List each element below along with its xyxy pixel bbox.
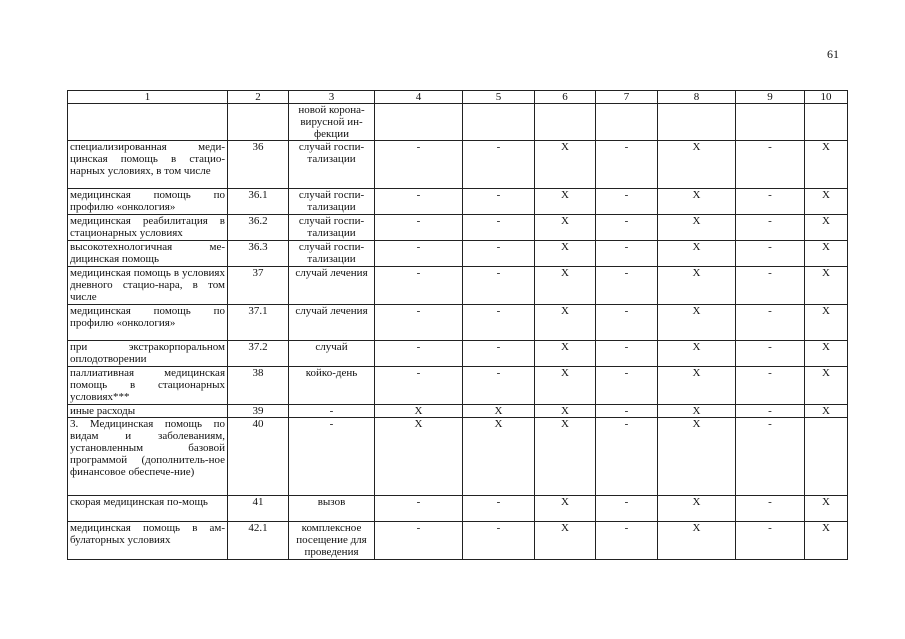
col6-cell: X <box>535 367 596 405</box>
col9-cell: - <box>736 305 805 341</box>
row-code-cell: 37 <box>228 267 289 305</box>
col6-cell: X <box>535 405 596 418</box>
col4-cell: X <box>375 405 463 418</box>
col10-cell: X <box>805 341 848 367</box>
page-number: 61 <box>827 47 839 61</box>
col6-cell <box>535 104 596 141</box>
col6-cell: X <box>535 341 596 367</box>
col4-cell: X <box>375 418 463 496</box>
col8-cell: X <box>658 241 736 267</box>
row-unit-cell: случай госпи-тализации <box>289 241 375 267</box>
row-code-cell: 41 <box>228 496 289 522</box>
col9-cell: - <box>736 367 805 405</box>
col8-cell: X <box>658 305 736 341</box>
row-unit-cell: случай лечения <box>289 267 375 305</box>
row-name-cell: медицинская помощь в условиях дневного стацио-нара, в том числе <box>68 267 228 305</box>
col10-cell: X <box>805 141 848 189</box>
row-unit-cell: случай госпи-тализации <box>289 189 375 215</box>
column-header: 7 <box>596 91 658 104</box>
table-row <box>68 341 848 367</box>
col9-cell: - <box>736 189 805 215</box>
row-name-cell: медицинская помощь в ам-булаторных условиях <box>68 522 228 560</box>
table-row <box>68 305 848 341</box>
column-header: 3 <box>289 91 375 104</box>
col7-cell: - <box>596 267 658 305</box>
col10-cell: X <box>805 189 848 215</box>
table-row <box>68 104 848 141</box>
col7-cell: - <box>596 405 658 418</box>
col8-cell: X <box>658 522 736 560</box>
header-row <box>68 91 848 104</box>
row-code-cell: 36 <box>228 141 289 189</box>
col8-cell: X <box>658 215 736 241</box>
col10-cell: X <box>805 267 848 305</box>
col6-cell: X <box>535 241 596 267</box>
row-name-cell: скорая медицинская по-мощь <box>68 496 228 522</box>
col7-cell: - <box>596 189 658 215</box>
column-header: 1 <box>68 91 228 104</box>
column-header: 8 <box>658 91 736 104</box>
data-table <box>67 90 848 560</box>
col6-cell: X <box>535 418 596 496</box>
col8-cell: X <box>658 367 736 405</box>
row-code-cell: 36.3 <box>228 241 289 267</box>
col5-cell: - <box>463 341 535 367</box>
col5-cell: X <box>463 418 535 496</box>
row-code-cell: 36.1 <box>228 189 289 215</box>
row-code-cell: 37.2 <box>228 341 289 367</box>
col6-cell: X <box>535 141 596 189</box>
col4-cell: - <box>375 496 463 522</box>
col8-cell: X <box>658 405 736 418</box>
row-name-cell: при экстракорпоральном оплодотворении <box>68 341 228 367</box>
row-code-cell: 39 <box>228 405 289 418</box>
col8-cell: X <box>658 418 736 496</box>
col10-cell: X <box>805 215 848 241</box>
row-unit-cell: новой корона-вирусной ин-фекции <box>289 104 375 141</box>
table-row <box>68 141 848 189</box>
col10-cell: X <box>805 522 848 560</box>
table-row <box>68 189 848 215</box>
col5-cell: - <box>463 496 535 522</box>
row-unit-cell: - <box>289 418 375 496</box>
row-unit-cell: случай лечения <box>289 305 375 341</box>
table-row <box>68 496 848 522</box>
col9-cell: - <box>736 405 805 418</box>
row-name-cell: паллиативная медицинская помощь в стационарных условиях*** <box>68 367 228 405</box>
col6-cell: X <box>535 189 596 215</box>
col10-cell <box>805 418 848 496</box>
row-name-cell: медицинская помощь по профилю «онкология» <box>68 189 228 215</box>
col5-cell: - <box>463 522 535 560</box>
col9-cell: - <box>736 267 805 305</box>
col10-cell: X <box>805 241 848 267</box>
col9-cell: - <box>736 341 805 367</box>
col6-cell: X <box>535 496 596 522</box>
col7-cell <box>596 104 658 141</box>
row-name-cell <box>68 104 228 141</box>
col9-cell: - <box>736 141 805 189</box>
row-unit-cell: комплексное посещение для проведения <box>289 522 375 560</box>
col6-cell: X <box>535 215 596 241</box>
col8-cell: X <box>658 341 736 367</box>
col4-cell: - <box>375 305 463 341</box>
col4-cell: - <box>375 241 463 267</box>
col7-cell: - <box>596 341 658 367</box>
table-row <box>68 267 848 305</box>
column-header: 5 <box>463 91 535 104</box>
col8-cell <box>658 104 736 141</box>
col7-cell: - <box>596 141 658 189</box>
col5-cell: - <box>463 367 535 405</box>
col10-cell: X <box>805 367 848 405</box>
col9-cell <box>736 104 805 141</box>
row-unit-cell: случай <box>289 341 375 367</box>
col8-cell: X <box>658 141 736 189</box>
row-name-cell: специализированная меди-цинская помощь в стацио-нарных условиях, в том числе <box>68 141 228 189</box>
col5-cell: - <box>463 141 535 189</box>
row-unit-cell: койко-день <box>289 367 375 405</box>
row-name-cell: медицинская помощь по профилю «онкология» <box>68 305 228 341</box>
col7-cell: - <box>596 241 658 267</box>
col7-cell: - <box>596 367 658 405</box>
table-row <box>68 522 848 560</box>
col7-cell: - <box>596 522 658 560</box>
column-header: 4 <box>375 91 463 104</box>
col4-cell <box>375 104 463 141</box>
col7-cell: - <box>596 418 658 496</box>
col5-cell: X <box>463 405 535 418</box>
row-unit-cell: случай госпи-тализации <box>289 215 375 241</box>
row-code-cell: 36.2 <box>228 215 289 241</box>
column-header: 2 <box>228 91 289 104</box>
col9-cell: - <box>736 215 805 241</box>
column-header: 9 <box>736 91 805 104</box>
table-row <box>68 241 848 267</box>
col4-cell: - <box>375 189 463 215</box>
row-name-cell: иные расходы <box>68 405 228 418</box>
col5-cell: - <box>463 267 535 305</box>
col4-cell: - <box>375 215 463 241</box>
row-name-cell: медицинская реабилитация в стационарных условиях <box>68 215 228 241</box>
col10-cell: X <box>805 405 848 418</box>
row-code-cell: 37.1 <box>228 305 289 341</box>
col4-cell: - <box>375 267 463 305</box>
col4-cell: - <box>375 141 463 189</box>
col5-cell: - <box>463 305 535 341</box>
row-code-cell: 40 <box>228 418 289 496</box>
col6-cell: X <box>535 522 596 560</box>
col8-cell: X <box>658 496 736 522</box>
table-row <box>68 405 848 418</box>
table-row <box>68 418 848 496</box>
col10-cell: X <box>805 305 848 341</box>
row-name-cell: 3. Медицинская помощь по видам и заболеваниям, установленным базовой программой (дополнитель-ное финансовое обеспече-ние) <box>68 418 228 496</box>
row-unit-cell: случай госпи-тализации <box>289 141 375 189</box>
table-row <box>68 367 848 405</box>
table-row <box>68 215 848 241</box>
col8-cell: X <box>658 189 736 215</box>
row-code-cell: 38 <box>228 367 289 405</box>
col7-cell: - <box>596 215 658 241</box>
column-header: 6 <box>535 91 596 104</box>
row-unit-cell: - <box>289 405 375 418</box>
col9-cell: - <box>736 418 805 496</box>
column-header: 10 <box>805 91 848 104</box>
col5-cell: - <box>463 189 535 215</box>
col9-cell: - <box>736 241 805 267</box>
col10-cell: X <box>805 496 848 522</box>
row-unit-cell: вызов <box>289 496 375 522</box>
col7-cell: - <box>596 496 658 522</box>
col4-cell: - <box>375 341 463 367</box>
col6-cell: X <box>535 267 596 305</box>
row-name-cell: высокотехнологичная ме-дицинская помощь <box>68 241 228 267</box>
col5-cell <box>463 104 535 141</box>
col9-cell: - <box>736 496 805 522</box>
col10-cell <box>805 104 848 141</box>
col7-cell: - <box>596 305 658 341</box>
col5-cell: - <box>463 241 535 267</box>
col4-cell: - <box>375 522 463 560</box>
col9-cell: - <box>736 522 805 560</box>
col4-cell: - <box>375 367 463 405</box>
col8-cell: X <box>658 267 736 305</box>
col5-cell: - <box>463 215 535 241</box>
row-code-cell <box>228 104 289 141</box>
col6-cell: X <box>535 305 596 341</box>
row-code-cell: 42.1 <box>228 522 289 560</box>
